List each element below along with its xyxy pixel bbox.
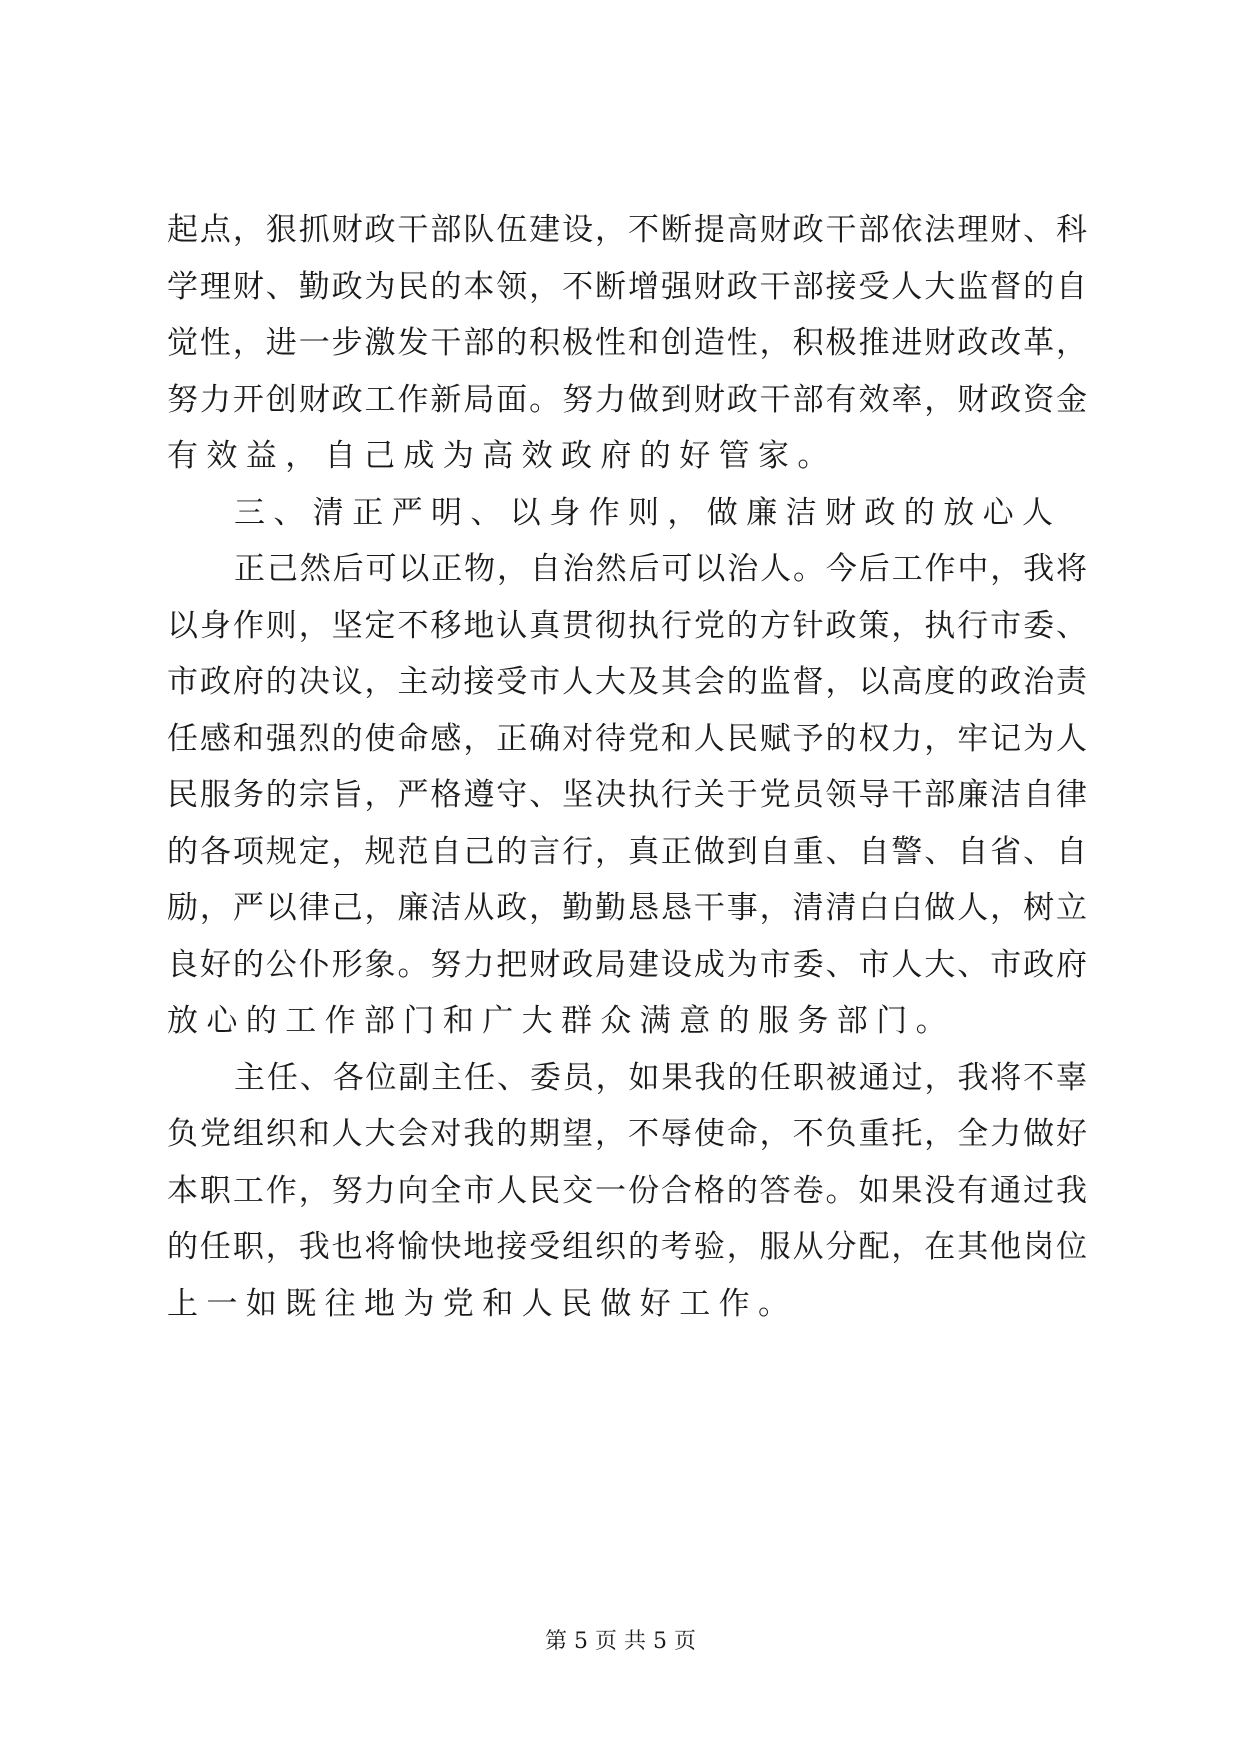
text-line: 上一如既往地为党和人民做好工作。 xyxy=(167,1286,798,1322)
text-line: 励，严以律己，廉洁从政，勤勤恳恳干事，清清白白做人，树立 xyxy=(167,890,1087,926)
text-line: 觉性，进一步激发干部的积极性和创造性，积极推进财政改革， xyxy=(167,325,1087,361)
text-line: 正己然后可以正物，自治然后可以治人。今后工作中，我将 xyxy=(234,551,1087,587)
text-line: 以身作则，坚定不移地认真贯彻执行党的方针政策，执行市委、 xyxy=(167,608,1087,644)
page-footer: 第 5 页 共 5 页 xyxy=(545,1629,696,1654)
text-line: 民服务的宗旨，严格遵守、坚决执行关于党员领导干部廉洁自律 xyxy=(167,777,1087,813)
text-line: 学理财、勤政为民的本领，不断增强财政干部接受人大监督的自 xyxy=(167,269,1087,305)
text-line: 有效益，自己成为高效政府的好管家。 xyxy=(167,438,837,474)
text-line: 良好的公仆形象。努力把财政局建设成为市委、市人大、市政府 xyxy=(167,947,1087,983)
text-line: 主任、各位副主任、委员，如果我的任职被通过，我将不辜 xyxy=(234,1060,1087,1096)
text-line: 任感和强烈的使命感，正确对待党和人民赋予的权力，牢记为人 xyxy=(167,721,1087,757)
section-heading: 三、清正严明、以身作则，做廉洁财政的放心人 xyxy=(234,495,1062,531)
text-line: 的各项规定，规范自己的言行，真正做到自重、自警、自省、自 xyxy=(167,834,1087,870)
text-line: 的任职，我也将愉快地接受组织的考验，服从分配，在其他岗位 xyxy=(167,1229,1087,1265)
text-line: 起点，狠抓财政干部队伍建设，不断提高财政干部依法理财、科 xyxy=(167,212,1087,248)
text-line: 放心的工作部门和广大群众满意的服务部门。 xyxy=(167,1003,955,1039)
text-line: 负党组织和人大会对我的期望，不辱使命，不负重托，全力做好 xyxy=(167,1116,1087,1152)
text-line: 市政府的决议，主动接受市人大及其会的监督，以高度的政治责 xyxy=(167,664,1087,700)
text-line: 努力开创财政工作新局面。努力做到财政干部有效率，财政资金 xyxy=(167,382,1087,418)
text-line: 本职工作，努力向全市人民交一份合格的答卷。如果没有通过我 xyxy=(167,1173,1087,1209)
